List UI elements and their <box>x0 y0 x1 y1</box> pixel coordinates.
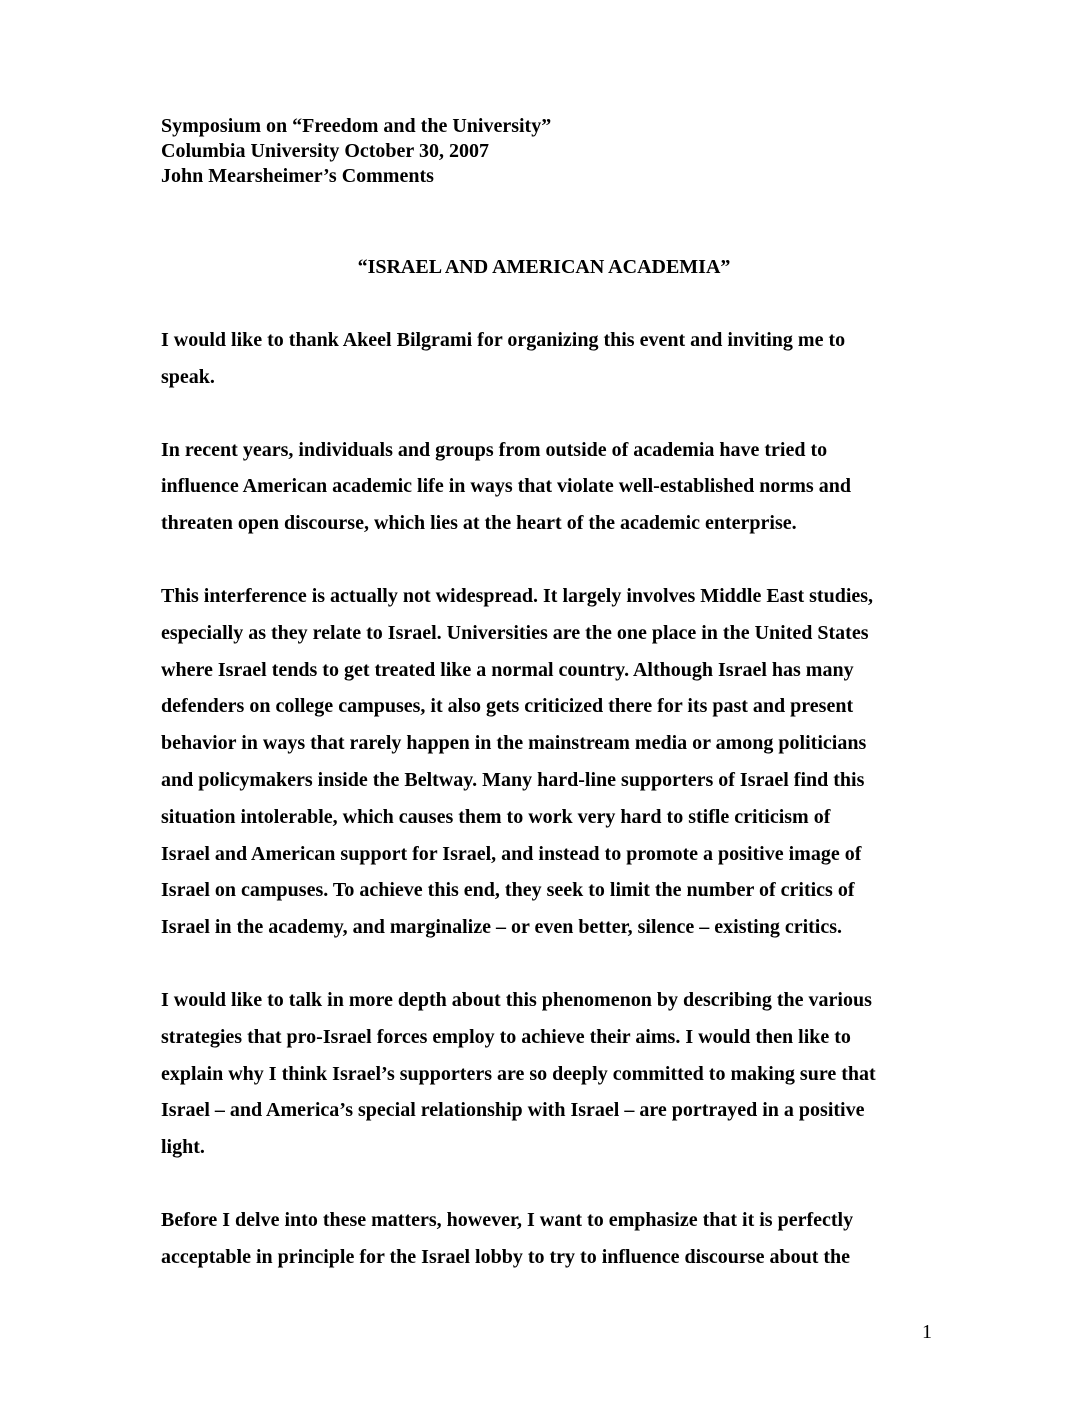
paragraph-line: Israel in the academy, and marginalize – or even better, silence – existing critics. <box>161 916 843 939</box>
paragraph <box>161 578 911 946</box>
paragraph-line: I would like to thank Akeel Bilgrami for organizing this event and inviting me to <box>161 329 846 351</box>
document-title: “ISRAEL AND AMERICAN ACADEMIA” <box>357 256 731 278</box>
paragraph <box>161 322 911 396</box>
paragraph-line: This interference is actually not widespread. It largely involves Middle East studies, <box>161 584 874 607</box>
paragraph-line: strategies that pro-Israel forces employ to achieve their aims. I would then like to <box>161 1025 851 1048</box>
paragraph-line: Israel – and America’s special relationship with Israel – are portrayed in a positive <box>161 1099 865 1122</box>
header-line-author: John Mearsheimer’s Comments <box>161 165 434 187</box>
paragraph-line: speak. <box>161 365 215 388</box>
paragraph-line: Israel on campuses. To achieve this end, they seek to limit the number of critics of <box>161 879 855 902</box>
document-body <box>161 322 911 1312</box>
paragraph <box>161 1202 911 1276</box>
paragraph <box>161 982 911 1166</box>
paragraph-line: Before I delve into these matters, however, I want to emphasize that it is perfectly <box>161 1208 854 1231</box>
paragraph-line: situation intolerable, which causes them to work very hard to stifle criticism of <box>161 805 831 828</box>
document-header <box>161 114 961 189</box>
paragraph-line: where Israel tends to get treated like a normal country. Although Israel has many <box>161 658 854 681</box>
paragraph-line: light. <box>161 1136 205 1159</box>
paragraph-line: In recent years, individuals and groups from outside of academia have tried to <box>161 438 828 461</box>
paragraph-line: explain why I think Israel’s supporters are so deeply committed to making sure that <box>161 1062 876 1085</box>
paragraph-line: threaten open discourse, which lies at the heart of the academic enterprise. <box>161 512 797 535</box>
paragraph-line: acceptable in principle for the Israel lobby to try to influence discourse about the <box>161 1245 851 1268</box>
paragraph-line: behavior in ways that rarely happen in the mainstream media or among politicians <box>161 732 867 755</box>
paragraph-line: defenders on college campuses, it also gets criticized there for its past and present <box>161 695 854 718</box>
paragraph-line: and policymakers inside the Beltway. Many hard-line supporters of Israel find this <box>161 768 865 791</box>
paragraph-line: Israel and American support for Israel, and instead to promote a positive image of <box>161 842 862 865</box>
page-number: 1 <box>922 1321 932 1343</box>
paragraph <box>161 432 911 542</box>
paragraph-line: influence American academic life in ways that violate well-established norms and <box>161 475 851 498</box>
paragraph-line: I would like to talk in more depth about this phenomenon by describing the various <box>161 988 872 1011</box>
paragraph-line: especially as they relate to Israel. Universities are the one place in the United States <box>161 621 869 644</box>
header-line-venue-date: Columbia University October 30, 2007 <box>161 140 489 162</box>
header-line-symposium: Symposium on “Freedom and the University” <box>161 115 552 137</box>
